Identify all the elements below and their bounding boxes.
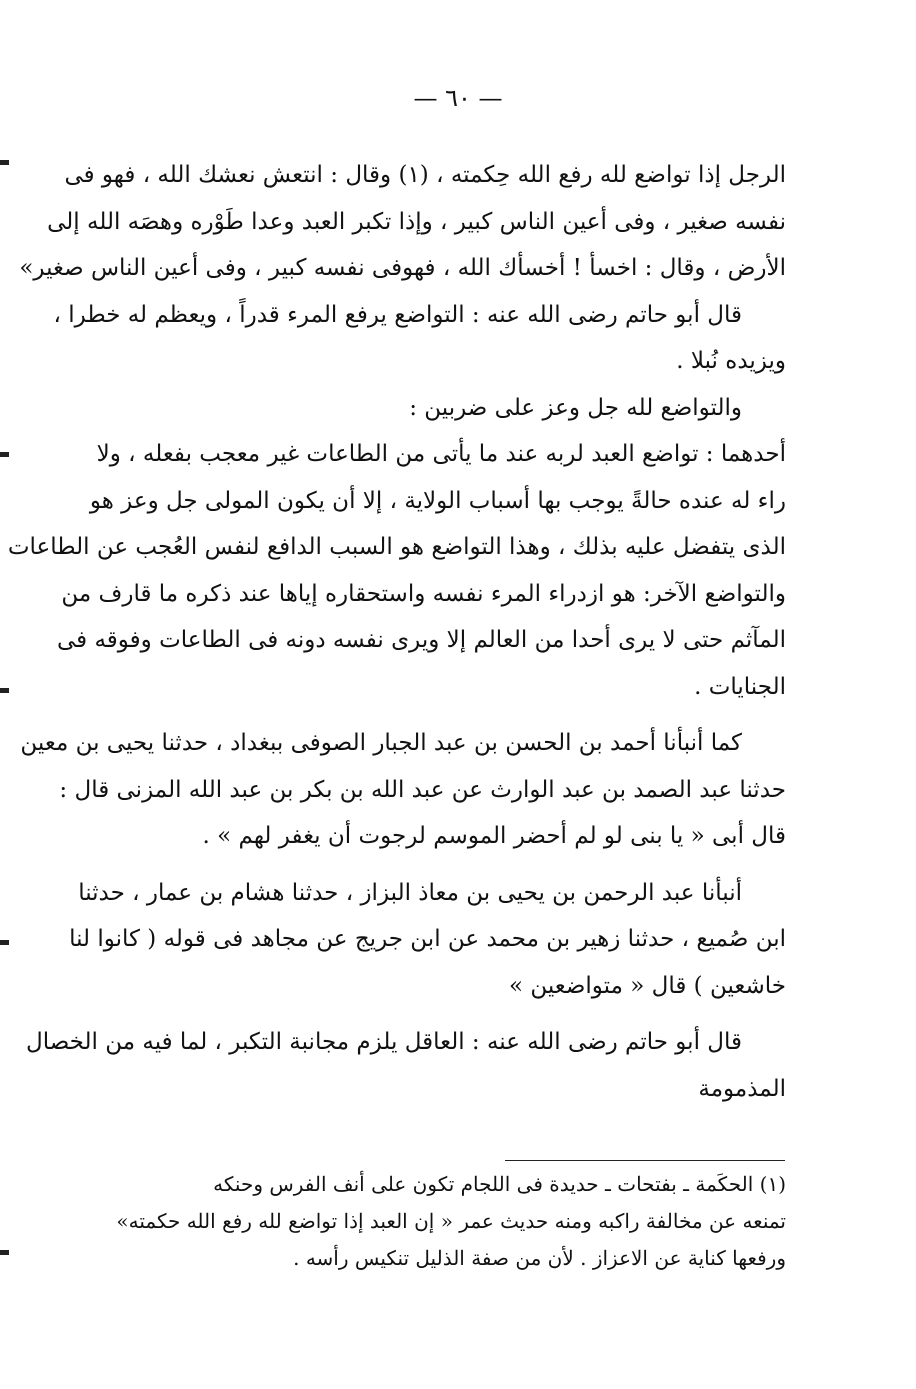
- footnote-divider: [505, 1160, 785, 1161]
- paragraph-6: [20, 720, 786, 860]
- text-line: المآثم حتى لا يرى أحدا من العالم إلا ويرى نفسه دونه فى الطاعات وفوقه فى: [57, 627, 786, 653]
- text-line: الجنايات .: [694, 673, 786, 700]
- paragraph-5: [57, 571, 786, 711]
- scan-margin-mark: [0, 940, 9, 945]
- scan-margin-mark: [0, 160, 9, 165]
- text-line: كما أنبأنا أحمد بن الحسن بن عبد الجبار الصوفى ببغداد ، حدثنا يحيى بن معين: [20, 730, 742, 756]
- text-line: الذى يتفضل عليه بذلك ، وهذا التواضع هو السبب الدافع لنفس العُجب عن الطاعات: [7, 534, 786, 560]
- text-line: ويزيده نُبلا .: [676, 348, 786, 374]
- text-line: الأرض ، وقال : اخسأ ! أخسأك الله ، فهوفى نفسه كبير ، وفى أعين الناس صغير»: [19, 255, 786, 281]
- footnote-line: تمنعه عن مخالفة راكبه ومنه حديث عمر « إن العبد إذا تواضع لله رفع الله حكمته»: [116, 1209, 786, 1233]
- text-line: خاشعين ) قال « متواضعين »: [508, 972, 786, 999]
- text-line: أحدهما : تواضع العبد لربه عند ما يأتى من الطاعات غير معجب بفعله ، ولا: [96, 441, 786, 467]
- text-line: ابن صُميع ، حدثنا زهير بن محمد عن ابن جريج عن مجاهد فى قوله ( كانوا لنا: [69, 926, 786, 952]
- scan-margin-mark: [0, 1250, 9, 1255]
- text-line: راء له عنده حالةً يوجب بها أسباب الولاية ، إلا أن يكون المولى جل وعز هو: [89, 487, 786, 514]
- text-line: قال أبى « يا بنى لو لم أحضر الموسم لرجوت أن يغفر لهم » .: [202, 823, 786, 849]
- paragraph-8: [26, 1019, 786, 1112]
- text-line: نفسه صغير ، وفى أعين الناس كبير ، وإذا تكبر العبد وعدا طَوْره وهصَه الله إلى: [47, 208, 786, 235]
- text-line: قال أبو حاتم رضى الله عنه : العاقل يلزم مجانبة التكبر ، لما فيه من الخصال: [26, 1029, 742, 1055]
- text-line: حدثنا عبد الصمد بن عبد الوارث عن عبد الله بن بكر بن عبد الله المزنى قال :: [59, 776, 786, 803]
- paragraph-1: [19, 152, 786, 292]
- text-line: المذمومة: [698, 1075, 786, 1102]
- page-number: — ٦٠ —: [413, 84, 503, 112]
- paragraph-2: [53, 292, 786, 385]
- paragraph-4: [7, 431, 786, 571]
- text-line: والتواضع لله جل وعز على ضربين :: [409, 394, 742, 421]
- paragraph-7: [69, 870, 786, 1010]
- text-line: والتواضع الآخر: هو ازدراء المرء نفسه واستحقاره إياها عند ذكره ما قارف من: [61, 580, 786, 607]
- footnote-line: ورفعها كناية عن الاعزاز . لأن من صفة الذليل تنكيس رأسه .: [293, 1246, 786, 1270]
- paragraph-3: [124, 385, 786, 432]
- footnote: [116, 1166, 786, 1277]
- text-line: أنبأنا عبد الرحمن بن يحيى بن معاذ البزاز ، حدثنا هشام بن عمار ، حدثنا: [78, 879, 742, 906]
- footnote-line: (١) الحكَمة ـ بفتحات ـ حديدة فى اللجام تكون على أنف الفرس وحنكه: [213, 1172, 786, 1196]
- text-line: قال أبو حاتم رضى الله عنه : التواضع يرفع المرء قدراً ، ويعظم له خطرا ،: [53, 301, 742, 328]
- text-line: الرجل إذا تواضع لله رفع الله حِكمته ، (١) وقال : انتعش نعشك الله ، فهو فى: [64, 162, 786, 188]
- main-text: [7, 152, 786, 1112]
- scan-margin-mark: [0, 452, 9, 457]
- scan-margin-mark: [0, 688, 9, 693]
